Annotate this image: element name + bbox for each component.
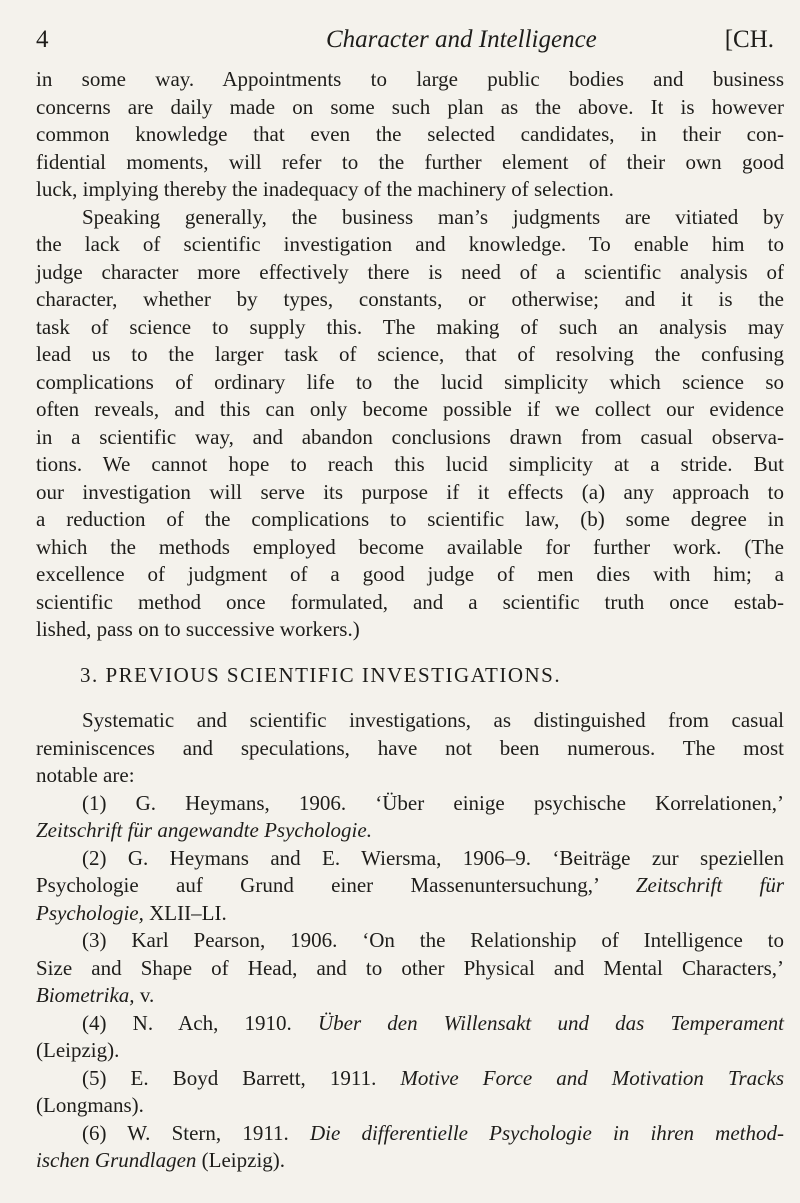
running-title: Character and Intelligence — [326, 26, 597, 53]
reference-line: (Longmans). — [36, 1093, 144, 1117]
paragraph-systematic — [36, 707, 784, 790]
reference-line — [36, 1147, 784, 1175]
text-line: a reduction of the complications to scientific law, (b) some degree in — [36, 507, 784, 531]
text-line: notable are: — [36, 763, 135, 787]
paragraph-speaking-generally — [36, 204, 784, 644]
text-line: luck, implying thereby the inadequacy of the machinery of selection. — [36, 177, 614, 201]
text-line: judge character more effectively there is need of a scientific analysis of — [36, 259, 784, 284]
reference-journal: Zeitschrift für angewandte Psychologie. — [36, 818, 372, 842]
reference-line: (Leipzig). — [36, 1038, 120, 1062]
text-line: reminiscences and speculations, have not been numerous. The most — [36, 735, 784, 760]
text-line: concerns are daily made on some such plan as the above. It is however — [36, 94, 784, 119]
reference-place: (Leipzig). — [201, 1148, 286, 1172]
reference-volume: XLII–LI. — [149, 900, 227, 925]
text-line: common knowledge that even the selected candidates, in their con- — [36, 122, 784, 146]
reference-line: Size and Shape of Head, and to other Physical and Mental Characters,’ — [36, 955, 784, 980]
reference-line — [36, 982, 784, 1010]
text-line: fidential moments, will refer to the further element of their own good — [36, 149, 784, 174]
reference-author: (5) E. Boyd Barrett, 1911. — [82, 1065, 377, 1090]
text-line: in some way. Appointments to large public bodies and business — [36, 67, 784, 91]
reference-list — [36, 790, 784, 1175]
reference-line — [36, 1065, 784, 1093]
text-line: complications of ordinary life to the lucid simplicity which science so — [36, 369, 784, 394]
reference-journal: Biometrika, — [36, 983, 135, 1007]
text-line: Systematic and scientific investigations, as distinguished from casual — [82, 708, 784, 732]
reference-line — [36, 900, 784, 928]
page-header — [36, 20, 784, 56]
reference-line: (1) G. Heymans, 1906. ‘Über einige psychische Korrelationen,’ — [82, 790, 784, 815]
text-line: often reveals, and this can only become possible if we collect our evidence — [36, 397, 784, 421]
text-line: lished, pass on to successive workers.) — [36, 617, 360, 641]
text-line: task of science to supply this. The making of such an analysis may — [36, 314, 784, 339]
reference-line — [36, 1120, 784, 1148]
reference-line — [36, 1010, 784, 1038]
reference-volume: v. — [139, 983, 155, 1007]
reference-line: (3) Karl Pearson, 1906. ‘On the Relationship of Intelligence to — [82, 928, 784, 952]
text-line: scientific method once formulated, and a scientific truth once estab- — [36, 589, 784, 614]
reference-author: (4) N. Ach, 1910. — [82, 1010, 292, 1035]
reference-journal: Psychologie, — [36, 900, 144, 925]
reference-title: Über den Willensakt und das Temperament — [317, 1010, 785, 1035]
reference-line — [36, 872, 784, 900]
body-text — [36, 66, 784, 1175]
text-line: the lack of scientific investigation and knowledge. To enable him to — [36, 232, 784, 256]
section-heading: 3. PREVIOUS SCIENTIFIC INVESTIGATIONS. — [80, 662, 562, 687]
text-line: in a scientific way, and abandon conclusions drawn from casual observa- — [36, 424, 784, 449]
text-line: lead us to the larger task of science, that of resolving the confusing — [36, 342, 784, 366]
text-line: character, whether by types, constants, or otherwise; and it is the — [36, 287, 784, 311]
reference-line — [36, 817, 784, 845]
reference-line: (2) G. Heymans and E. Wiersma, 1906–9. ‘Beiträge zur speziellen — [82, 845, 784, 870]
text-line: Speaking generally, the business man’s judgments are vitiated by — [82, 204, 784, 229]
text-line: which the methods employed become available for further work. (The — [36, 534, 784, 559]
reference-text: Psychologie auf Grund einer Massenuntersuchung,’ — [36, 873, 599, 897]
text-line: tions. We cannot hope to reach this lucid simplicity at a stride. But — [36, 452, 784, 476]
page-number: 4 — [36, 26, 49, 53]
paragraph-continuation — [36, 66, 784, 204]
chapter-marker: [CH. — [724, 26, 774, 53]
reference-journal: Zeitschrift für — [635, 873, 784, 897]
text-line: our investigation will serve its purpose if it effects (a) any approach to — [36, 479, 784, 504]
reference-title: Die differentielle Psychologie in ihren method- — [309, 1120, 784, 1145]
text-line: excellence of judgment of a good judge of men dies with him; a — [36, 562, 784, 586]
reference-title: Motive Force and Motivation Tracks — [400, 1065, 784, 1090]
reference-author: (6) W. Stern, 1911. — [82, 1120, 289, 1145]
reference-title: ischen Grundlagen — [36, 1148, 197, 1172]
